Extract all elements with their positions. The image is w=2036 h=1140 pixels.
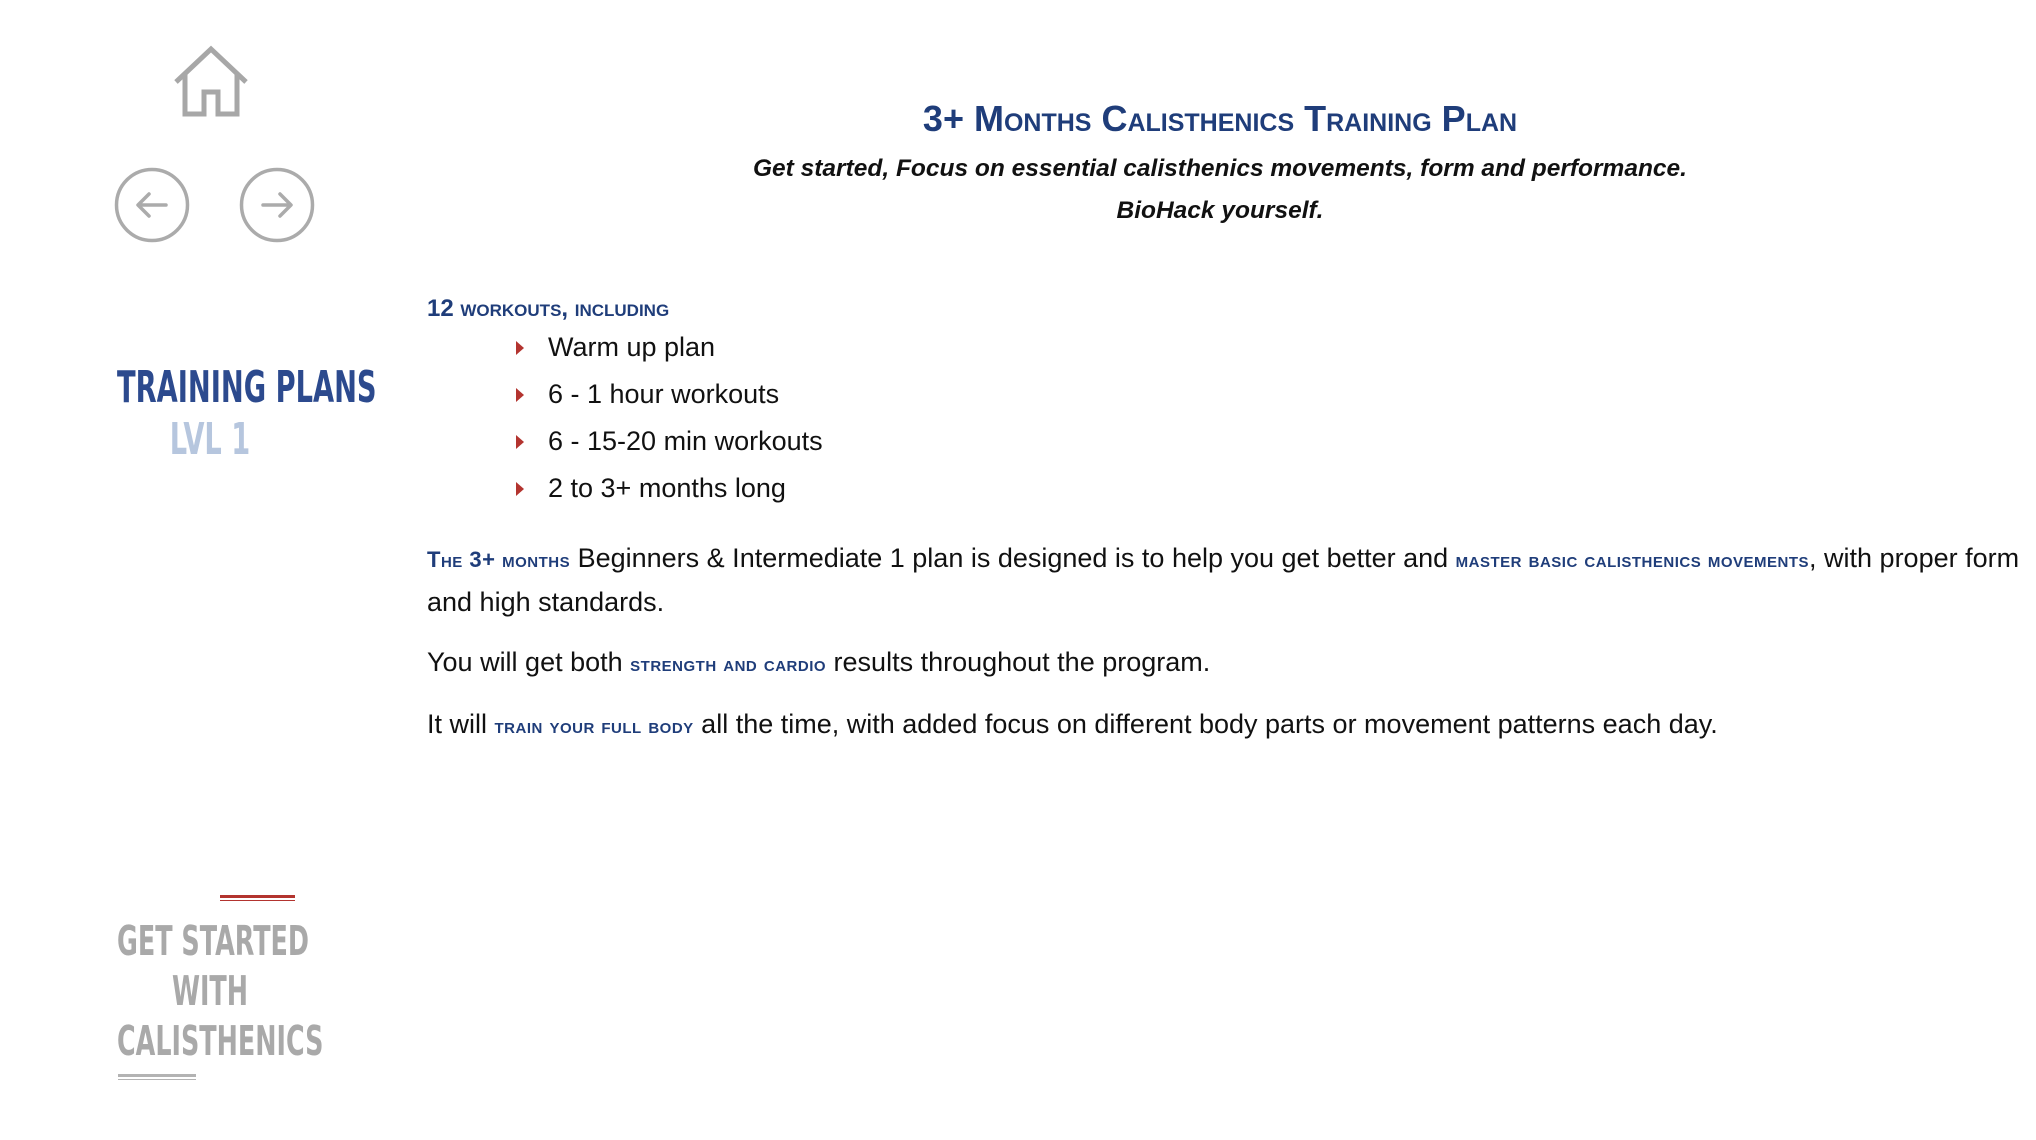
body-text: You will get both [427, 647, 631, 677]
bullet-icon [516, 482, 524, 496]
plan-description-paragraph [427, 537, 2027, 623]
body-text: , with proper form and high standards. [427, 543, 2020, 617]
bullet-icon [516, 388, 524, 402]
body-text: results throughout the program. [826, 647, 1211, 677]
get-started-top-rule [220, 895, 295, 901]
sidebar-section-title: TRAINING PLANS [117, 362, 377, 413]
page-title: 3+ Months Calisthenics Training Plan [922, 98, 1518, 139]
get-started-bottom-rule [118, 1074, 196, 1080]
bullet-icon [516, 341, 524, 355]
subtitle-line-1: Get started, Focus on essential calisthenics movements, form and performance. [752, 155, 1687, 182]
arrow-right-circle-icon [239, 167, 315, 243]
workouts-list [516, 327, 823, 515]
sidebar-level-label: LVL 1 [169, 414, 251, 465]
home-button[interactable] [170, 44, 252, 120]
get-started-line-3: CALISTHENICS [117, 1017, 324, 1065]
body-text: Beginners & Intermediate 1 plan is designed is to help you get better and [570, 543, 1456, 573]
list-item-label: Warm up plan [548, 332, 716, 362]
body-text: It will [427, 709, 495, 739]
body-text: all the time, with added focus on different body parts or movement patterns each day. [693, 709, 1718, 739]
next-page-button[interactable] [239, 167, 315, 243]
highlight-text: The 3+ months [427, 547, 571, 572]
list-item-label: 2 to 3+ months long [548, 473, 786, 503]
subtitle-line-2: BioHack yourself. [1116, 197, 1324, 224]
get-started-link[interactable] [117, 916, 324, 1066]
previous-page-button[interactable] [114, 167, 190, 243]
highlight-text: strength and cardio [630, 651, 827, 676]
full-body-paragraph [427, 703, 2027, 747]
list-item [516, 421, 823, 468]
highlight-text: train your full body [494, 713, 694, 738]
list-item-label: 6 - 1 hour workouts [548, 379, 780, 409]
page-subtitle [660, 148, 1780, 232]
home-icon [170, 44, 252, 120]
list-item [516, 468, 823, 515]
results-paragraph [427, 641, 2027, 685]
list-item [516, 327, 823, 374]
list-item-label: 6 - 15-20 min workouts [548, 426, 823, 456]
get-started-line-1: GET STARTED [117, 917, 310, 965]
get-started-line-2: WITH [171, 967, 249, 1015]
arrow-left-circle-icon [114, 167, 190, 243]
highlight-text: master basic calisthenics movements [1455, 547, 1810, 572]
bullet-icon [516, 435, 524, 449]
list-item [516, 374, 823, 421]
workouts-heading: 12 workouts, including [427, 295, 670, 322]
